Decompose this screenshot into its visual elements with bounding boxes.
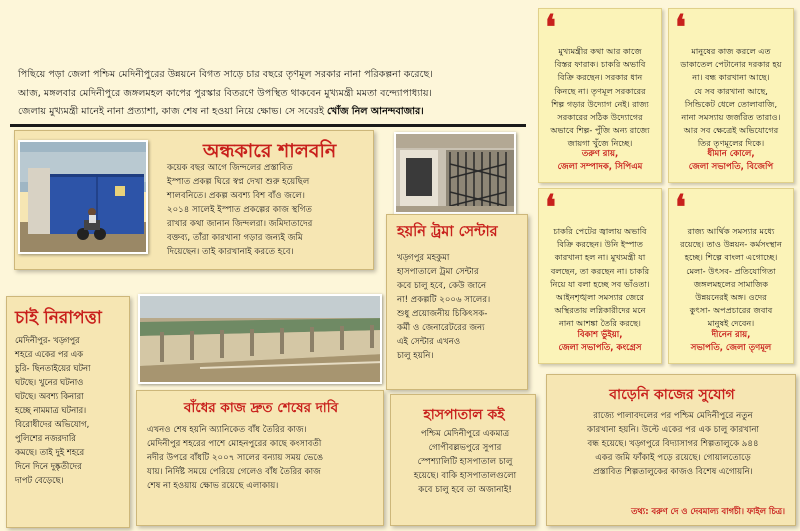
quote-text: রাজ্য আর্থিক সমস্যার মধ্যে রয়েছে। তাও উন্নয়ন- কর্মসংস্থান হচ্ছে। শিল্পে বাংলা এগোচ্ছে। মেলা- উৎসব- প্রতিযোগিতা জঙ্গলমহলের সামাজিক উন্নয়নেরই অঙ্গ। ওদের কুৎসা- অপপ্রচারের জবাব মানুষই দেবেন। bbox=[680, 226, 782, 329]
quote-signature: দীনেন রায়, সভাপতি, জেলা তৃণমূল bbox=[690, 330, 772, 353]
article-title: বাঁধের কাজ দ্রুত শেষের দাবি bbox=[183, 400, 339, 416]
article-body: এখনও শেষ হয়নি অ্যানিকেত বাঁধ তৈরির কাজ। মেদিনীপুর শহরের পাশে মোহনপুরের কাছে কংসাবতী নদীর উপরে বাঁধটি ২০০৭ সালের বন্যায় সময় ভেঙে যায়। নির্দিষ্ট সময়ে পেরিয়ে গেলেও বাঁধ তৈরির কাজ শেষ না হওয়ায় ক্ষোভ রয়েছে এলাকায়। bbox=[147, 425, 324, 491]
photo-anicut-dam bbox=[138, 294, 382, 384]
quote-signature: ধীমান কোলে, জেলা সভাপতি, বিজেপি bbox=[688, 149, 774, 172]
photo-trauma-center-building bbox=[394, 132, 516, 214]
intro-line-1: পিছিয়ে পড়া জেলা পশ্চিম মেদিনীপুরের উন্নয়নে বিগত সাড়ে চার বছরে তৃণমূল সরকার নানা পরিকল্পনা করেছে। bbox=[18, 69, 433, 80]
quote-card-dhiman-kole bbox=[668, 8, 794, 183]
photo-credit: তথ্য: বরুণ দে ও দেবমাল্য বাগচী। ফাইল চিত্র। bbox=[631, 506, 785, 516]
quote-mark-icon: ❛ bbox=[675, 188, 686, 228]
article-badeni-kajer-sujog bbox=[546, 374, 796, 526]
article-title: হয়নি ট্রমা সেন্টার bbox=[397, 224, 498, 240]
article-title: বাড়েনি কাজের সুযোগ bbox=[609, 387, 735, 403]
article-body: পশ্চিম মেদিনীপুরে একমাত্র গোপীবল্লভপুরে সুপার স্পেশ্যালিটি হাসপাতাল চালু হয়েছে। বাকি হাসপাতালগুলো কবে চালু হবে তা অজানাই! bbox=[413, 429, 517, 495]
article-badher-kaj bbox=[136, 390, 384, 526]
quote-mark-icon: ❛ bbox=[545, 8, 556, 48]
article-title: অন্ধকারে শালবনি bbox=[203, 140, 337, 162]
article-title: চাই নিরাপত্তা bbox=[15, 308, 102, 328]
quote-mark-icon: ❛ bbox=[675, 8, 686, 48]
quote-card-tarun-ray bbox=[538, 8, 662, 183]
quote-signature: বিকাশ ভুঁইয়া, জেলা সভাপতি, কংগ্রেস bbox=[558, 330, 642, 353]
article-body: রাজ্যে পালাবদলের পর পশ্চিম মেদিনীপুরে নতুন কারখানা হয়নি। উল্টে একের পর এক চালু কারখানা বন্ধ হয়েছে। খড়্গপুরে বিদ্যাসাগর শিল্পতালুকে ৯৪৪ একর জমি ফাঁকাই পড়ে রয়েছে। গোয়ালতোড়ে প্রস্তাবিত শিল্পতালুকের কাজও বিশেষ এগোয়নি। bbox=[587, 411, 759, 477]
intro-line-3-bold: খোঁজ নিল আনন্দবাজার। bbox=[327, 106, 424, 117]
article-body: মেদিনীপুর- খড়্গপুর শহরে একের পর এক চুরি- ছিনতাইয়ের ঘটনা ঘটছে। খুনের ঘটনাও ঘটছে। অবশ্য কিনারা হচ্ছে নামমাত্র ঘটনার। বিরোধীদের অভিযোগ, পুলিশের নজরদারি কমছে। তাই দুই শহরে দিনে দিনে দুষ্কৃতীদের দাপট বেড়েছে। bbox=[15, 335, 91, 485]
quote-card-bikash-bhuiya bbox=[538, 188, 662, 364]
quote-card-dinen-ray bbox=[668, 188, 794, 364]
intro-line-3: জেলায় মুখ্যমন্ত্রী মানেই নানা প্রত্যাশা, কাজ শেষ না হওয়া নিয়ে ক্ষোভ। সে সবেরই খোঁজ নিল আনন্দবাজার। bbox=[18, 106, 424, 117]
photo-factory-gate bbox=[18, 140, 148, 254]
divider-rule bbox=[10, 124, 526, 127]
quote-mark-icon: ❛ bbox=[545, 188, 556, 228]
article-chai-nirapotta bbox=[6, 296, 130, 528]
quote-signature: তরুণ রায়, জেলা সম্পাদক, সিপিএম bbox=[557, 149, 643, 172]
quote-text: চাকরি পেটের জ্বালায় অভাবি বিক্রি করছেন। উনি ইস্পাত কারখানা হল না। মুখ্যমন্ত্রী যা বলছেন, তা করছেন না। চাকরি নিয়ে যা বলা হচ্ছে সব ভাঁওতা। আইনশৃঙ্খলা সমস্যার জেরে অস্থিরতায় লগ্নিকারীদের মনে নানা আশঙ্কা তৈরি করছে। bbox=[550, 226, 650, 329]
article-trauma-center bbox=[386, 214, 528, 390]
article-title: হাসপাতাল কই bbox=[423, 407, 505, 423]
article-body: কয়েক বছর আগে জিন্দলের প্রস্তাবিত ইস্পাত প্রকল্প ঘিরে স্বপ্ন দেখা শুরু হয়েছিল শালবনিতে। প্রকল্প অবশ্য বিশ বাঁও জলে। ২০১৪ সালেই ইস্পাত প্রকল্পের কাজ স্থগিত রাখার কথা জানান জিন্দলরা। জমিদাতাদের বক্তব্য, তাঁরা কারখানা গড়ার জন্যই জমি দিয়েছেন। তাই কারখানাই করতে হবে। bbox=[167, 163, 313, 257]
article-haspatal-koi bbox=[390, 394, 536, 526]
quote-text: মানুষের কাজ করলে এত ডাকাতেল পেটানোর দরকার হয় না। বন্ধ কারখানা আছে। যে সব কারখানা আছে, সিন্ডিকেট ধেলে তোলাবাজি, নানা সমস্যায় জর্জরিত তারাও। আর সব ক্ষেত্রেই অভিযোগের তির তৃণমূলের দিকে। bbox=[680, 46, 782, 149]
article-body: খড়্গপুর মহকুমা হাসপাতালে ট্রমা সেন্টার কবে চালু হবে, কেউ জানে না! প্রকল্পটি ২০০৬ সালের। শুধু প্রয়োজনীয় চিকিৎসক- কর্মী ও জেনারেটরের জন্য এই সেন্টার এখনও চালু হয়নি। bbox=[397, 253, 491, 361]
quote-text: মুখ্যমন্ত্রীর কথা আর কাজে বিস্তর ফারাক। চাকরি অভাবি বিক্রি করছেন। সরকার ধান কিনছে না। তৃণমূল সরকারের শিল্প গড়ার উদ্যোগ নেই। রাজ্য সরকারের সঠিক উদ্যোগের অভাবে শিল্প- পুঁজি অন্য রাজ্যে জায়গা খুঁজে নিচ্ছে। bbox=[550, 46, 650, 149]
intro-line-2: আজ, মঙ্গলবার মেদিনীপুরে জঙ্গলমহল কাপের পুরস্কার বিতরণে উপস্থিত থাকবেন মুখ্যমন্ত্রী মমতা বন্দ্যোপাধ্যায়। bbox=[18, 87, 432, 99]
intro-paragraph bbox=[10, 64, 525, 122]
